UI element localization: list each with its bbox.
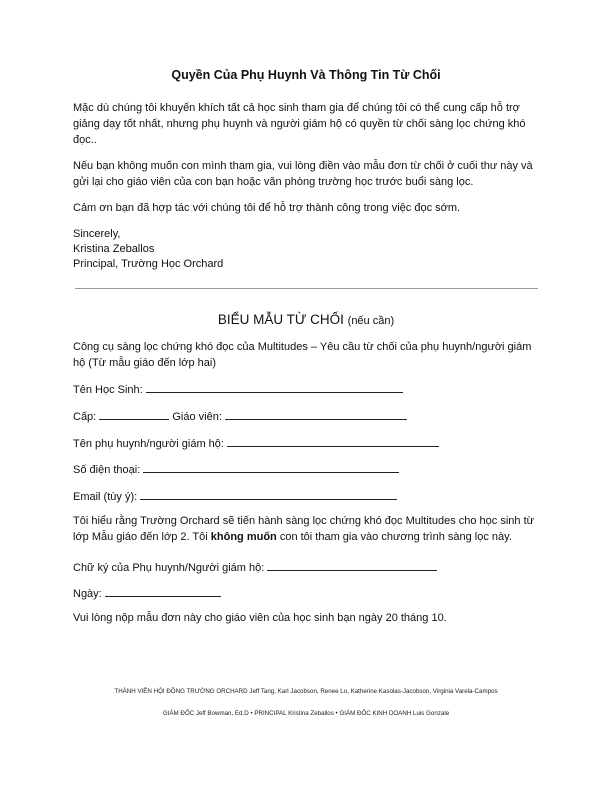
footer-board-line — [0, 688, 612, 695]
footer-board-members: Jeff Tang, Karl Jacobson, Renee Lo, Katherine Kasolas-Jacobson, Virginia Varela-Campos — [249, 688, 498, 695]
letter-title: Quyền Của Phụ Huynh Và Thông Tin Từ Chối — [171, 68, 441, 82]
guardian-name-field[interactable] — [227, 435, 439, 447]
guardian-name-label: Tên phụ huynh/người giám hộ: — [73, 438, 224, 450]
grade-label: Cấp: — [73, 411, 97, 423]
consent-statement — [73, 513, 539, 545]
student-name-row — [73, 381, 403, 398]
letter-paragraph-1: Mặc dù chúng tôi khuyến khích tất cả học sinh tham gia để chúng tôi có thể cung cấp hỗ trợ giảng dạy tốt nhất, nhưng phụ huynh và người giám hộ có quyền từ chối sàng lọc chứng khó đọc.. — [73, 102, 526, 146]
teacher-label: Giáo viên: — [172, 411, 222, 423]
phone-row — [73, 461, 399, 478]
form-title — [0, 312, 612, 327]
guardian-name-row — [73, 435, 439, 452]
footer-board-label: THÀNH VIÊN HỘI ĐỒNG TRƯỜNG ORCHARD — [114, 688, 248, 695]
date-field[interactable] — [105, 585, 221, 597]
statement-start: Tôi hiểu rằng Trường Orchard sẽ tiến hành sàng lọc chứng khó đọc Multitudes cho học sinh từ lớp Mẫu giáo đến lớp 2. Tôi — [73, 515, 535, 543]
grade-field[interactable] — [99, 408, 169, 420]
section-divider — [75, 288, 538, 289]
letter-paragraph-2: Nếu bạn không muốn con mình tham gia, vui lòng điền vào mẫu đơn từ chối ở cuối thư này và gửi lại cho giáo viên của con bạn hoặc văn phòng trường học trước buổi sàng lọc. — [73, 160, 533, 188]
form-intro: Công cụ sàng lọc chứng khó đọc của Multitudes – Yêu cầu từ chối của phụ huynh/người giám hộ (Từ mẫu giáo đến lớp hai) — [73, 341, 532, 369]
date-row — [73, 585, 221, 602]
phone-field[interactable] — [143, 461, 399, 473]
footer-staff-line — [0, 710, 612, 717]
student-name-label: Tên Học Sinh: — [73, 384, 143, 396]
email-label: Email (tùy ý): — [73, 491, 138, 503]
signature-field[interactable] — [267, 559, 437, 571]
grade-teacher-row — [73, 408, 407, 425]
form-title-text: BIỂU MẪU TỪ CHỐI — [217, 312, 344, 327]
letter-closing: Sincerely, — [73, 228, 121, 240]
footer-business-label: GIÁM ĐỐC KINH DOANH — [339, 710, 412, 717]
email-row — [73, 488, 397, 505]
statement-bold: không muốn — [210, 531, 277, 543]
footer-separator-2: • — [335, 710, 338, 717]
letter-paragraph-3: Cảm ơn bạn đã hợp tác với chúng tôi để hỗ trợ thành công trong việc đọc sớm. — [73, 202, 461, 214]
signature-label: Chữ ký của Phụ huynh/Người giám hộ: — [73, 562, 265, 574]
footer-principal-name: Kristina Zeballos — [288, 710, 334, 717]
footer-director-name: Jeff Bowman, Ed.D — [195, 710, 249, 717]
statement-end: con tôi tham gia vào chương trình sàng lọc này. — [279, 531, 512, 543]
student-name-field[interactable] — [146, 381, 403, 393]
email-field[interactable] — [140, 488, 397, 500]
submit-note: Vui lòng nộp mẫu đơn này cho giáo viên của học sinh bạn ngày 20 tháng 10. — [73, 612, 447, 624]
teacher-field[interactable] — [225, 408, 407, 420]
form-title-note: (nếu cần) — [347, 315, 395, 327]
footer-business-name: Luis Gonzale — [413, 710, 450, 717]
signer-name: Kristina Zeballos — [73, 243, 155, 255]
footer-separator-1: • — [250, 710, 253, 717]
signer-title: Principal, Trường Học Orchard — [73, 258, 224, 270]
footer-principal-label: PRINCIPAL — [254, 710, 287, 717]
signature-row — [73, 559, 437, 576]
date-label: Ngày: — [73, 588, 102, 600]
phone-label: Số điện thoại: — [73, 464, 141, 476]
footer-director-label: GIÁM ĐỐC — [162, 710, 195, 717]
